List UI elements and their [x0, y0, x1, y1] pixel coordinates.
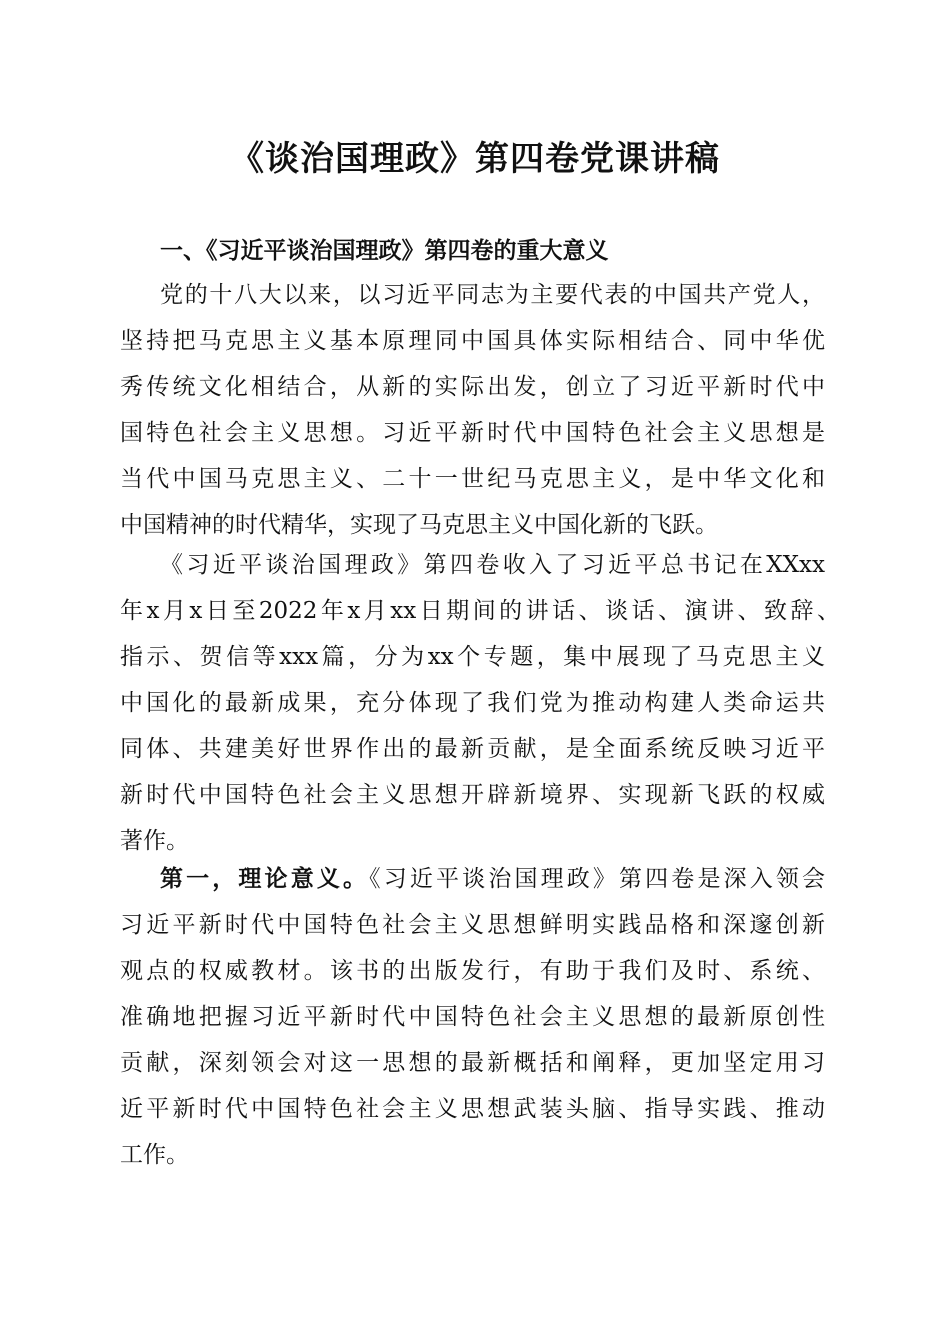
paragraph-3-lead: 第一，理论意义。: [160, 866, 370, 892]
paragraph-3-first-line: [160, 856, 825, 902]
paragraph-3-line: 准确地把握习近平新时代中国特色社会主义思想的最新原创性: [120, 1004, 825, 1030]
paragraph-2-line: 年x月x日至2022年x月xx日期间的讲话、谈话、演讲、致辞、: [120, 598, 840, 624]
paragraph-1-line: 党的十八大以来，以习近平同志为主要代表的中国共产党人，: [160, 282, 825, 308]
paragraph-1-line: 当代中国马克思主义、二十一世纪马克思主义，是中华文化和: [120, 466, 825, 492]
section-heading: 一、《习近平谈治国理政》第四卷的重大意义: [160, 238, 609, 264]
page-title: 《谈治国理政》第四卷党课讲稿: [230, 139, 720, 179]
paragraph-2-line: 《习近平谈治国理政》第四卷收入了习近平总书记在XXxx: [160, 552, 825, 578]
paragraph-1-line: 国特色社会主义思想。习近平新时代中国特色社会主义思想是: [120, 420, 825, 446]
paragraph-1-line: 坚持把马克思主义基本原理同中国具体实际相结合、同中华优: [120, 328, 825, 354]
paragraph-2-line: 著作。: [120, 828, 189, 854]
paragraph-3-line: 贡献，深刻领会对这一思想的最新概括和阐释，更加坚定用习: [120, 1050, 825, 1076]
paragraph-3-line: 习近平新时代中国特色社会主义思想鲜明实践品格和深邃创新: [120, 912, 825, 938]
paragraph-3-line: 观点的权威教材。该书的出版发行，有助于我们及时、系统、: [120, 958, 825, 984]
paragraph-2-line: 中国化的最新成果，充分体现了我们党为推动构建人类命运共: [120, 690, 825, 716]
paragraph-2-line: 同体、共建美好世界作出的最新贡献，是全面系统反映习近平: [120, 736, 825, 762]
paragraph-1-line: 秀传统文化相结合，从新的实际出发，创立了习近平新时代中: [120, 374, 825, 400]
paragraph-3-line: 工作。: [120, 1142, 189, 1168]
paragraph-3-line: 近平新时代中国特色社会主义思想武装头脑、指导实践、推动: [120, 1096, 825, 1122]
paragraph-2-line: 新时代中国特色社会主义思想开辟新境界、实现新飞跃的权威: [120, 782, 825, 808]
paragraph-1-line: 中国精神的时代精华，实现了马克思主义中国化新的飞跃。: [120, 512, 718, 538]
paragraph-3-first-rest: 《习近平谈治国理政》第四卷是深入领会: [369, 866, 826, 892]
paragraph-2-line: 指示、贺信等xxx篇，分为xx个专题，集中展现了马克思主义: [120, 644, 825, 670]
